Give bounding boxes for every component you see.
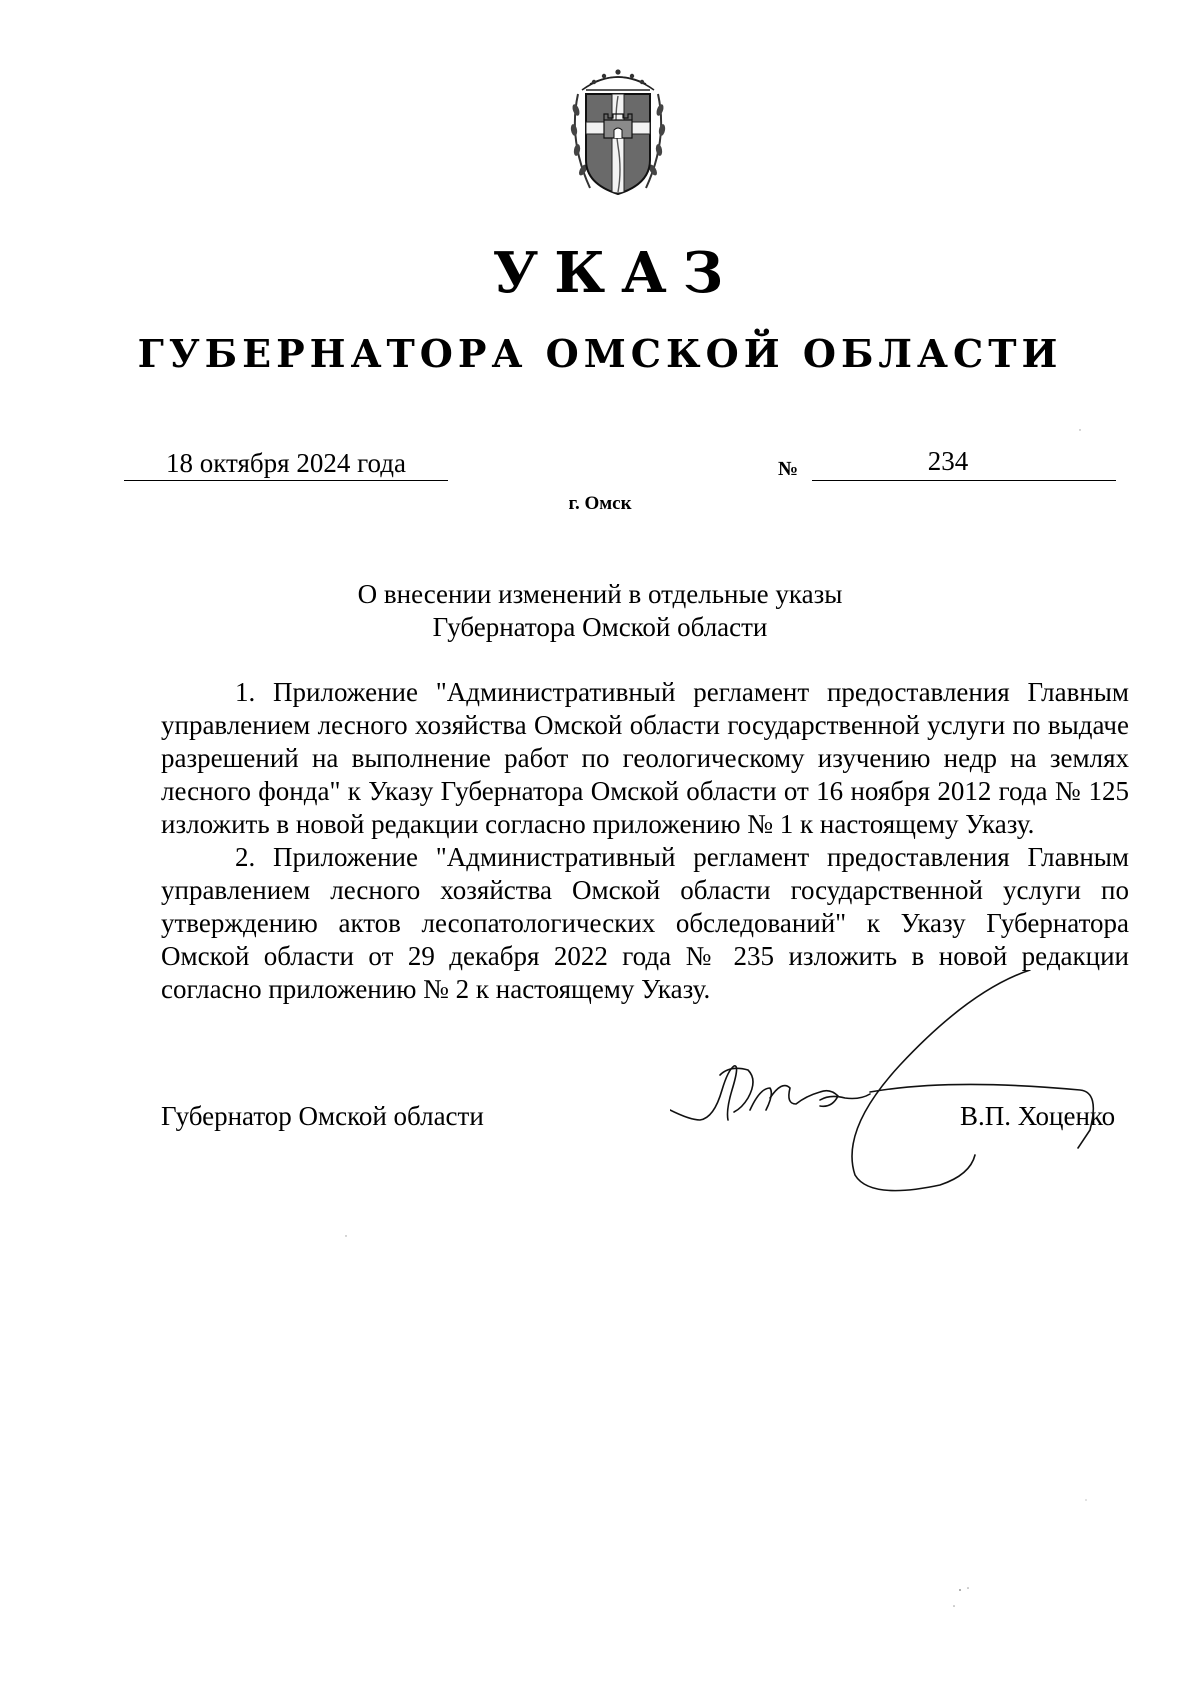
date-field (124, 446, 448, 481)
paragraph-2: 2. Приложение "Административный регламент предоставления Главным управлением лесного хозяйства Омской области государственной услуги по утверждению актов лесопатологических обследований" к Указу Губернатора Омской области от 29 декабря 2022 года № 235 изложить в новой редакции согласно приложению № 2 к настоящему Указу. (161, 842, 1129, 1004)
number-value: 234 (927, 446, 969, 476)
subject-line-1: О внесении изменений в отдельные указы (357, 579, 843, 609)
coat-of-arms-emblem (568, 60, 668, 202)
handwritten-signature (670, 970, 1100, 1195)
subject-heading (0, 578, 1200, 644)
number-field (812, 444, 1116, 481)
number-label: № (778, 458, 799, 480)
document-subtitle: ГУБЕРНАТОРА ОМСКОЙ ОБЛАСТИ (137, 331, 1063, 376)
subject-line-2: Губернатора Омской области (432, 612, 768, 642)
signatory-name: В.П. Хоценко (960, 1101, 1116, 1131)
date-value: 18 октября 2024 года (166, 448, 406, 478)
document-body (161, 676, 1129, 1006)
paragraph-1: 1. Приложение "Административный регламент предоставления Главным управлением лесного хозяйства Омской области государственной услуги по выдаче разрешений на выполнение работ по геологическому изучению недр на землях лесного фонда" к Указу Губернатора Омской области от 16 ноября 2012 года № 125 изложить в новой редакции согласно приложению № 1 к настоящему Указу. (161, 677, 1129, 839)
city-label: г. Омск (568, 493, 632, 514)
signatory-position: Губернатор Омской области (161, 1101, 484, 1131)
document-title: УКАЗ (492, 240, 740, 306)
